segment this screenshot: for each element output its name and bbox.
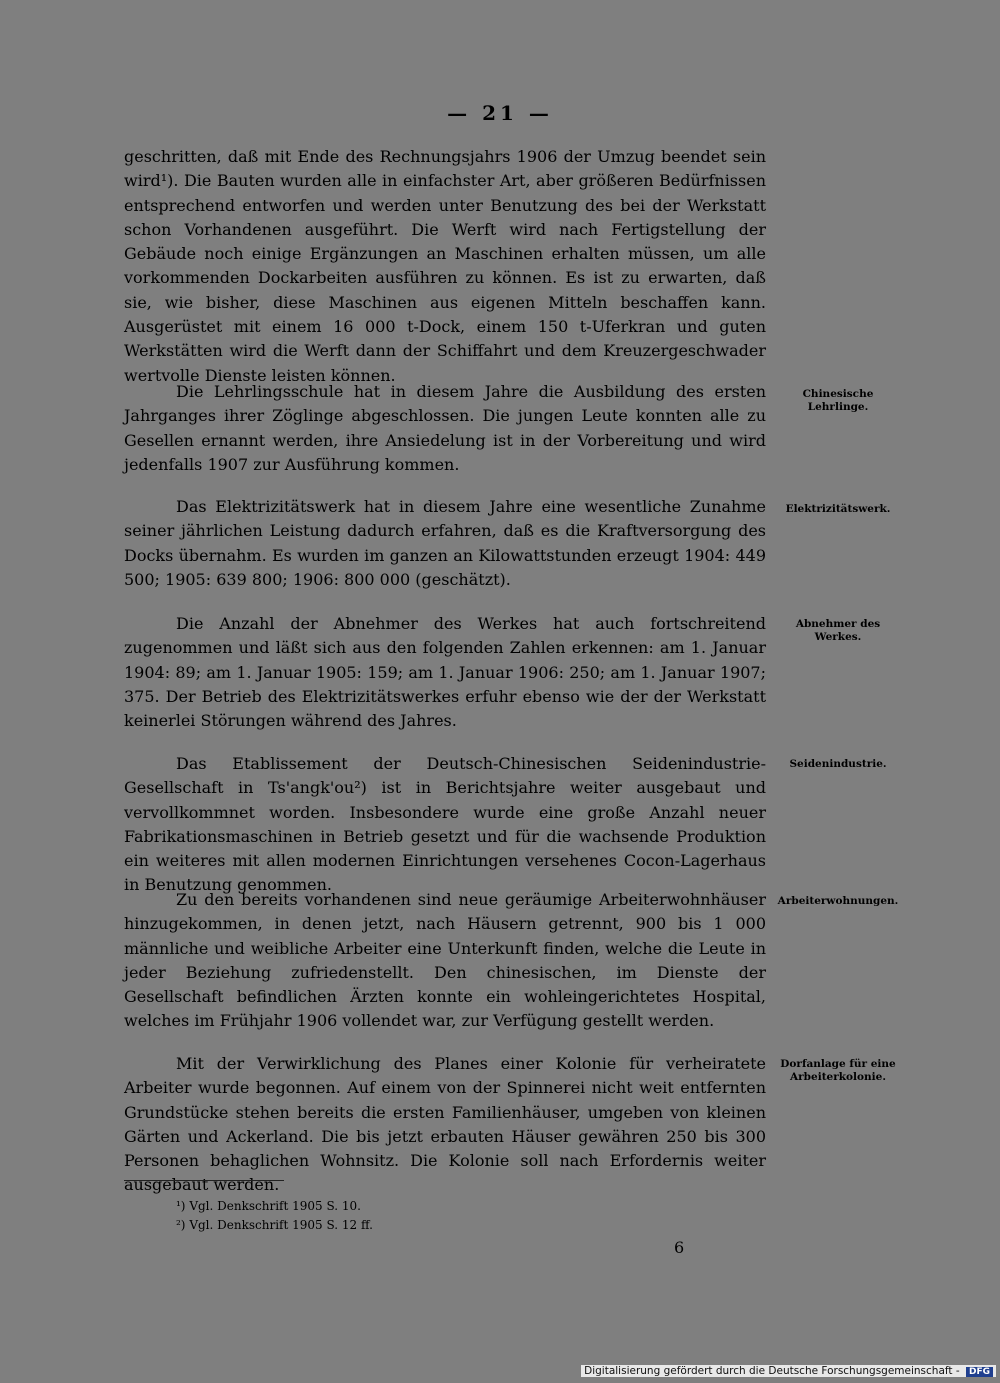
credit-text: Digitalisierung gefördert durch die Deutsche Forschungsgemeinschaft - — [584, 1365, 960, 1377]
margin-note-abnehmer: Abnehmer des Werkes. — [795, 618, 881, 643]
paragraph-arbeiterwohnungen: Zu den bereits vorhandenen sind neue geräumige Arbeiterwohnhäuser hinzugekommen, in denen jetzt, nach Häusern getrennt, 900 bis 1 000 männliche und weibliche Arbeiter eine Unterkunft finden, welche die Leute in jeder Beziehung zufriedenstellt. Den chinesischen, im Dienste der Gesellschaft befindlichen Ärzten konnte ein wohleingerichtetes Hospital, welches im Frühjahr 1906 vollendet war, zur Verfügung gestellt werden. — [124, 890, 766, 1031]
paragraph-lehrlingsschule: Die Lehrlingsschule hat in diesem Jahre die Ausbildung des ersten Jahrganges ihrer Zöglinge abgeschlossen. Die jungen Leute konnten alle zu Gesellen ernannt werden, ihre Ansiedelung ist in der Vorbereitung und wird jedenfalls 1907 zur Ausführung kommen. — [124, 382, 766, 474]
footnote-1 — [176, 1198, 361, 1214]
paragraph-seidenindustrie: Das Etablissement der Deutsch-Chinesischen Seidenindustrie-Gesellschaft in Ts'angk'ou²) ist in Berichtsjahre weiter ausgebaut und vervollkommnet worden. Insbesondere wurde eine große Anzahl neuer Fabrikationsmaschinen in Betrieb gesetzt und für die wachsende Produktion ein weiteres mit allen modernen Einrichtungen versehenes Cocon-Lagerhaus in Benutzung genommen. — [124, 754, 766, 895]
margin-note-dorfanlage: Dorfanlage für eine Arbeiterkolonie. — [780, 1058, 896, 1083]
footnote-text: Vgl. Denkschrift 1905 S. 12 ff. — [189, 1218, 373, 1232]
margin-note-lehrlinge: Chinesische Lehrlinge. — [802, 388, 874, 413]
margin-note-seidenindustrie: Seidenindustrie. — [789, 758, 887, 770]
digitization-credit — [581, 1365, 996, 1377]
paragraph-werft: geschritten, daß mit Ende des Rechnungsjahrs 1906 der Umzug beendet sein wird¹). Die Bauten wurden alle in einfachster Art, aber größeren Bedürfnissen entsprechend entworfen und werden unter Benutzung des bei der Werkstatt schon Vorhandenen ausgeführt. Die Werft wird nach Fertigstellung der Gebäude noch einige Ergänzungen an Maschinen erhalten müssen, um alle vorkommenden Dockarbeiten ausführen zu können. Es ist zu erwarten, daß sie, wie bisher, diese Maschinen aus eigenen Mitteln beschaffen kann. Ausgerüstet mit einem 16 000 t-Dock, einem 150 t-Uferkran und guten Werkstätten wird die Werft dann der Schiffahrt und dem Kreuzergeschwader wertvolle Dienste leisten können. — [124, 147, 766, 385]
footnote-mark: ²) — [176, 1218, 186, 1232]
paragraph-elektrizitaetswerk: Das Elektrizitätswerk hat in diesem Jahre eine wesentliche Zunahme seiner jährlichen Leistung dadurch erfahren, daß es die Kraftversorgung des Docks übernahm. Es wurden im ganzen an Kilowattstunden erzeugt 1904: 449 500; 1905: 639 800; 1906: 800 000 (geschätzt). — [124, 497, 766, 589]
paragraph-abnehmer: Die Anzahl der Abnehmer des Werkes hat auch fortschreitend zugenommen und läßt sich aus den folgenden Zahlen erkennen: am 1. Januar 1904: 89; am 1. Januar 1905: 159; am 1. Januar 1906: 250; am 1. Januar 1907; 375. Der Betrieb des Elektrizitätswerkes erfuhr ebenso wie der der Werkstatt keinerlei Störungen während des Jahres. — [124, 614, 766, 731]
signature-mark: 6 — [674, 1238, 685, 1257]
margin-note-arbeiterwohnungen: Arbeiterwohnungen. — [777, 895, 899, 907]
margin-note-elektrizitaetswerk: Elektrizitätswerk. — [785, 503, 891, 515]
footnote-mark: ¹) — [176, 1199, 186, 1213]
paragraph-kolonie: Mit der Verwirklichung des Planes einer Kolonie für verheiratete Arbeiter wurde begonnen. Auf einem von der Spinnerei nicht weit entfernten Grundstücke stehen bereits die ersten Familienhäuser, umgeben von kleinen Gärten und Ackerland. Die bis jetzt erbauten Häuser gewähren 250 bis 300 Personen behaglichen Wohnsitz. Die Kolonie soll nach Erfordernis weiter ausgebaut werden. — [124, 1054, 766, 1195]
footnote-2 — [176, 1217, 373, 1233]
dfg-logo: DFG — [966, 1367, 993, 1377]
page-number: — 21 — — [447, 101, 553, 125]
footnote-rule — [124, 1180, 284, 1181]
footnote-text: Vgl. Denkschrift 1905 S. 10. — [189, 1199, 361, 1213]
